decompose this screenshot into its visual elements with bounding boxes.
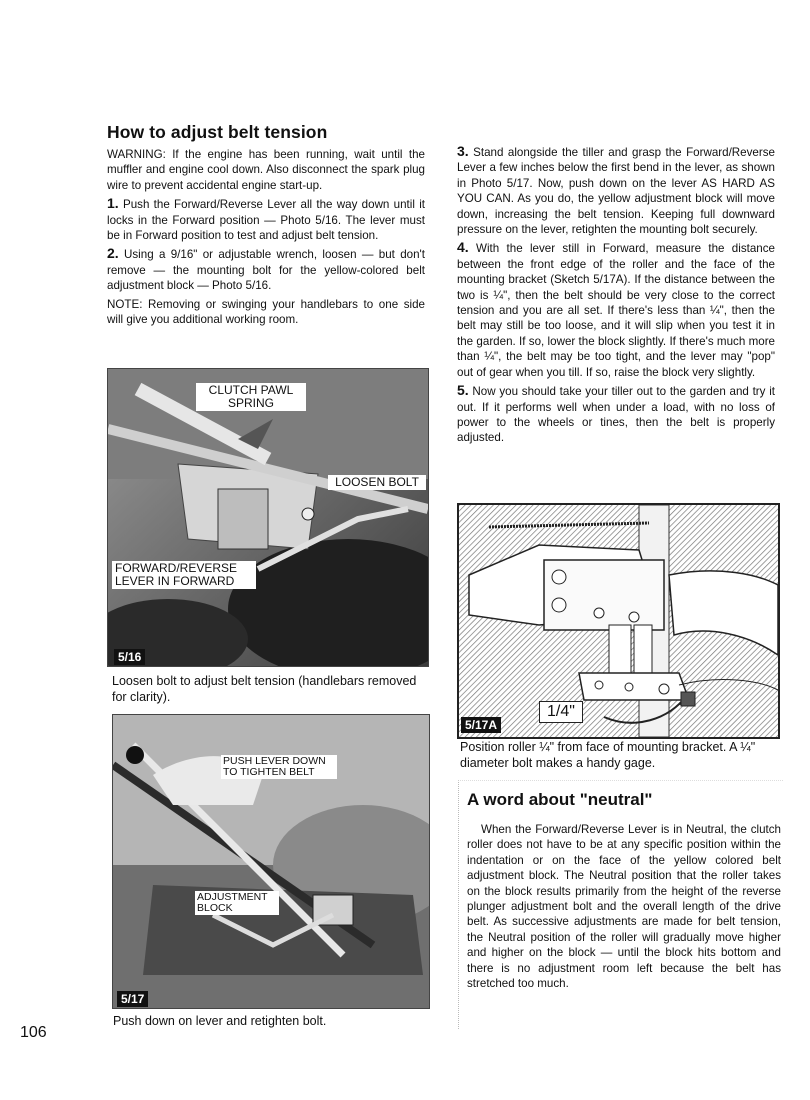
photo-5-17 bbox=[112, 714, 430, 1009]
step-2 bbox=[107, 246, 425, 293]
photo-badge: 5/16 bbox=[114, 649, 145, 665]
neutral-sidebar bbox=[458, 780, 783, 1029]
photo-5-16 bbox=[107, 368, 429, 667]
section-title: How to adjust belt tension bbox=[107, 122, 328, 142]
step-4 bbox=[457, 240, 775, 380]
photo-illustration bbox=[108, 369, 428, 666]
label-push-lever-down: PUSH LEVER DOWN TO TIGHTEN BELT bbox=[221, 755, 337, 779]
step-number: 3. bbox=[457, 143, 469, 159]
note-text: NOTE: Removing or swinging your handlebars to one side will give you additional working room. bbox=[107, 297, 425, 327]
sketch-badge: 5/17A bbox=[461, 717, 501, 733]
step-number: 2. bbox=[107, 245, 119, 262]
sketch-caption: Position roller ¼" from face of mounting bracket. A ¼" diameter bolt makes a handy gage. bbox=[460, 740, 756, 770]
step-3 bbox=[457, 144, 775, 237]
label-forward-reverse-lever: FORWARD/REVERSE LEVER IN FORWARD bbox=[112, 561, 256, 589]
photo-badge: 5/17 bbox=[117, 991, 148, 1007]
step-text: Stand alongside the tiller and grasp the Forward/Reverse Lever a few inches below the first bend in the lever, as shown in Photo 5/17. Now, push down on the lever AS HARD AS YOU CAN. As you do, the yellow adjustment block will move down, increasing the belt tension. Keeping full downward pressure on the lever, retighten the mounting bolt securely. bbox=[457, 146, 775, 237]
step-text: With the lever still in Forward, measure the distance between the front edge of the roller and the face of the mounting bracket (Sketch 5/17A). If the distance between the two is ¼", then the belt should be very close to the correct tension and you are all set. If there's less than ¼", then the belt may still be too loose, and it will slip when you test it in the garden. If so, lower the block slightly. If there's much more than ¼", the belt may be too tight, and the lever may "pop" out of gear when you till. If so, raise the block very slightly. bbox=[457, 242, 775, 379]
label-clutch-pawl-spring: CLUTCH PAWL SPRING bbox=[196, 383, 306, 411]
sketch-5-17a bbox=[457, 503, 780, 739]
step-number: 5. bbox=[457, 382, 469, 399]
label-adjustment-block: ADJUSTMENT BLOCK bbox=[195, 891, 279, 915]
step-text: Now you should take your tiller out to the garden and try it out. If it performs well when under a load, with no loss of power to the wheels or tines, then the belt is properly adjusted. bbox=[457, 385, 775, 445]
step-number: 4. bbox=[457, 239, 469, 256]
photo-5-17-caption: Push down on lever and retighten bolt. bbox=[113, 1014, 327, 1028]
photo-5-16-caption: Loosen bolt to adjust belt tension (handlebars removed for clarity). bbox=[112, 674, 417, 704]
right-column bbox=[457, 144, 775, 446]
warning-text: WARNING: If the engine has been running, wait until the muffler and engine cool down. Also disconnect the spark plug wire to prevent accidental engine start-up. bbox=[107, 148, 425, 192]
step-text: Push the Forward/Reverse Lever all the way down until it locks in the Forward position — Photo 5/16. The lever must be in Forward position to test and adjust belt tension. bbox=[107, 198, 425, 243]
measurement-label: 1/4" bbox=[539, 701, 583, 723]
step-number: 1. bbox=[107, 195, 119, 212]
step-1 bbox=[107, 196, 425, 243]
left-column bbox=[107, 122, 425, 327]
neutral-text: When the Forward/Reverse Lever is in Neutral, the clutch roller does not have to be at any specific position within the indentation or on the face of the yellow colored belt adjustment block. The Neutral position that the roller takes on the block results primarily from the height of the reverse plunger adjustment bolt and the overall length of the drive belt. As successive adjustments are made for belt tension, the Neutral position of the roller will gradually move higher and higher on the block — until the block hits bottom and there is no adjustment room left because the belt has stretched too much. bbox=[467, 823, 781, 991]
neutral-title: A word about "neutral" bbox=[467, 790, 653, 809]
page-number: 106 bbox=[20, 1024, 47, 1041]
step-5 bbox=[457, 383, 775, 446]
sketch-illustration bbox=[459, 505, 778, 737]
label-loosen-bolt: LOOSEN BOLT bbox=[328, 475, 426, 490]
step-text: Using a 9/16" or adjustable wrench, loosen — but don't remove — the mounting bolt for the yellow-colored belt adjustment block — Photo 5/16. bbox=[107, 248, 425, 293]
